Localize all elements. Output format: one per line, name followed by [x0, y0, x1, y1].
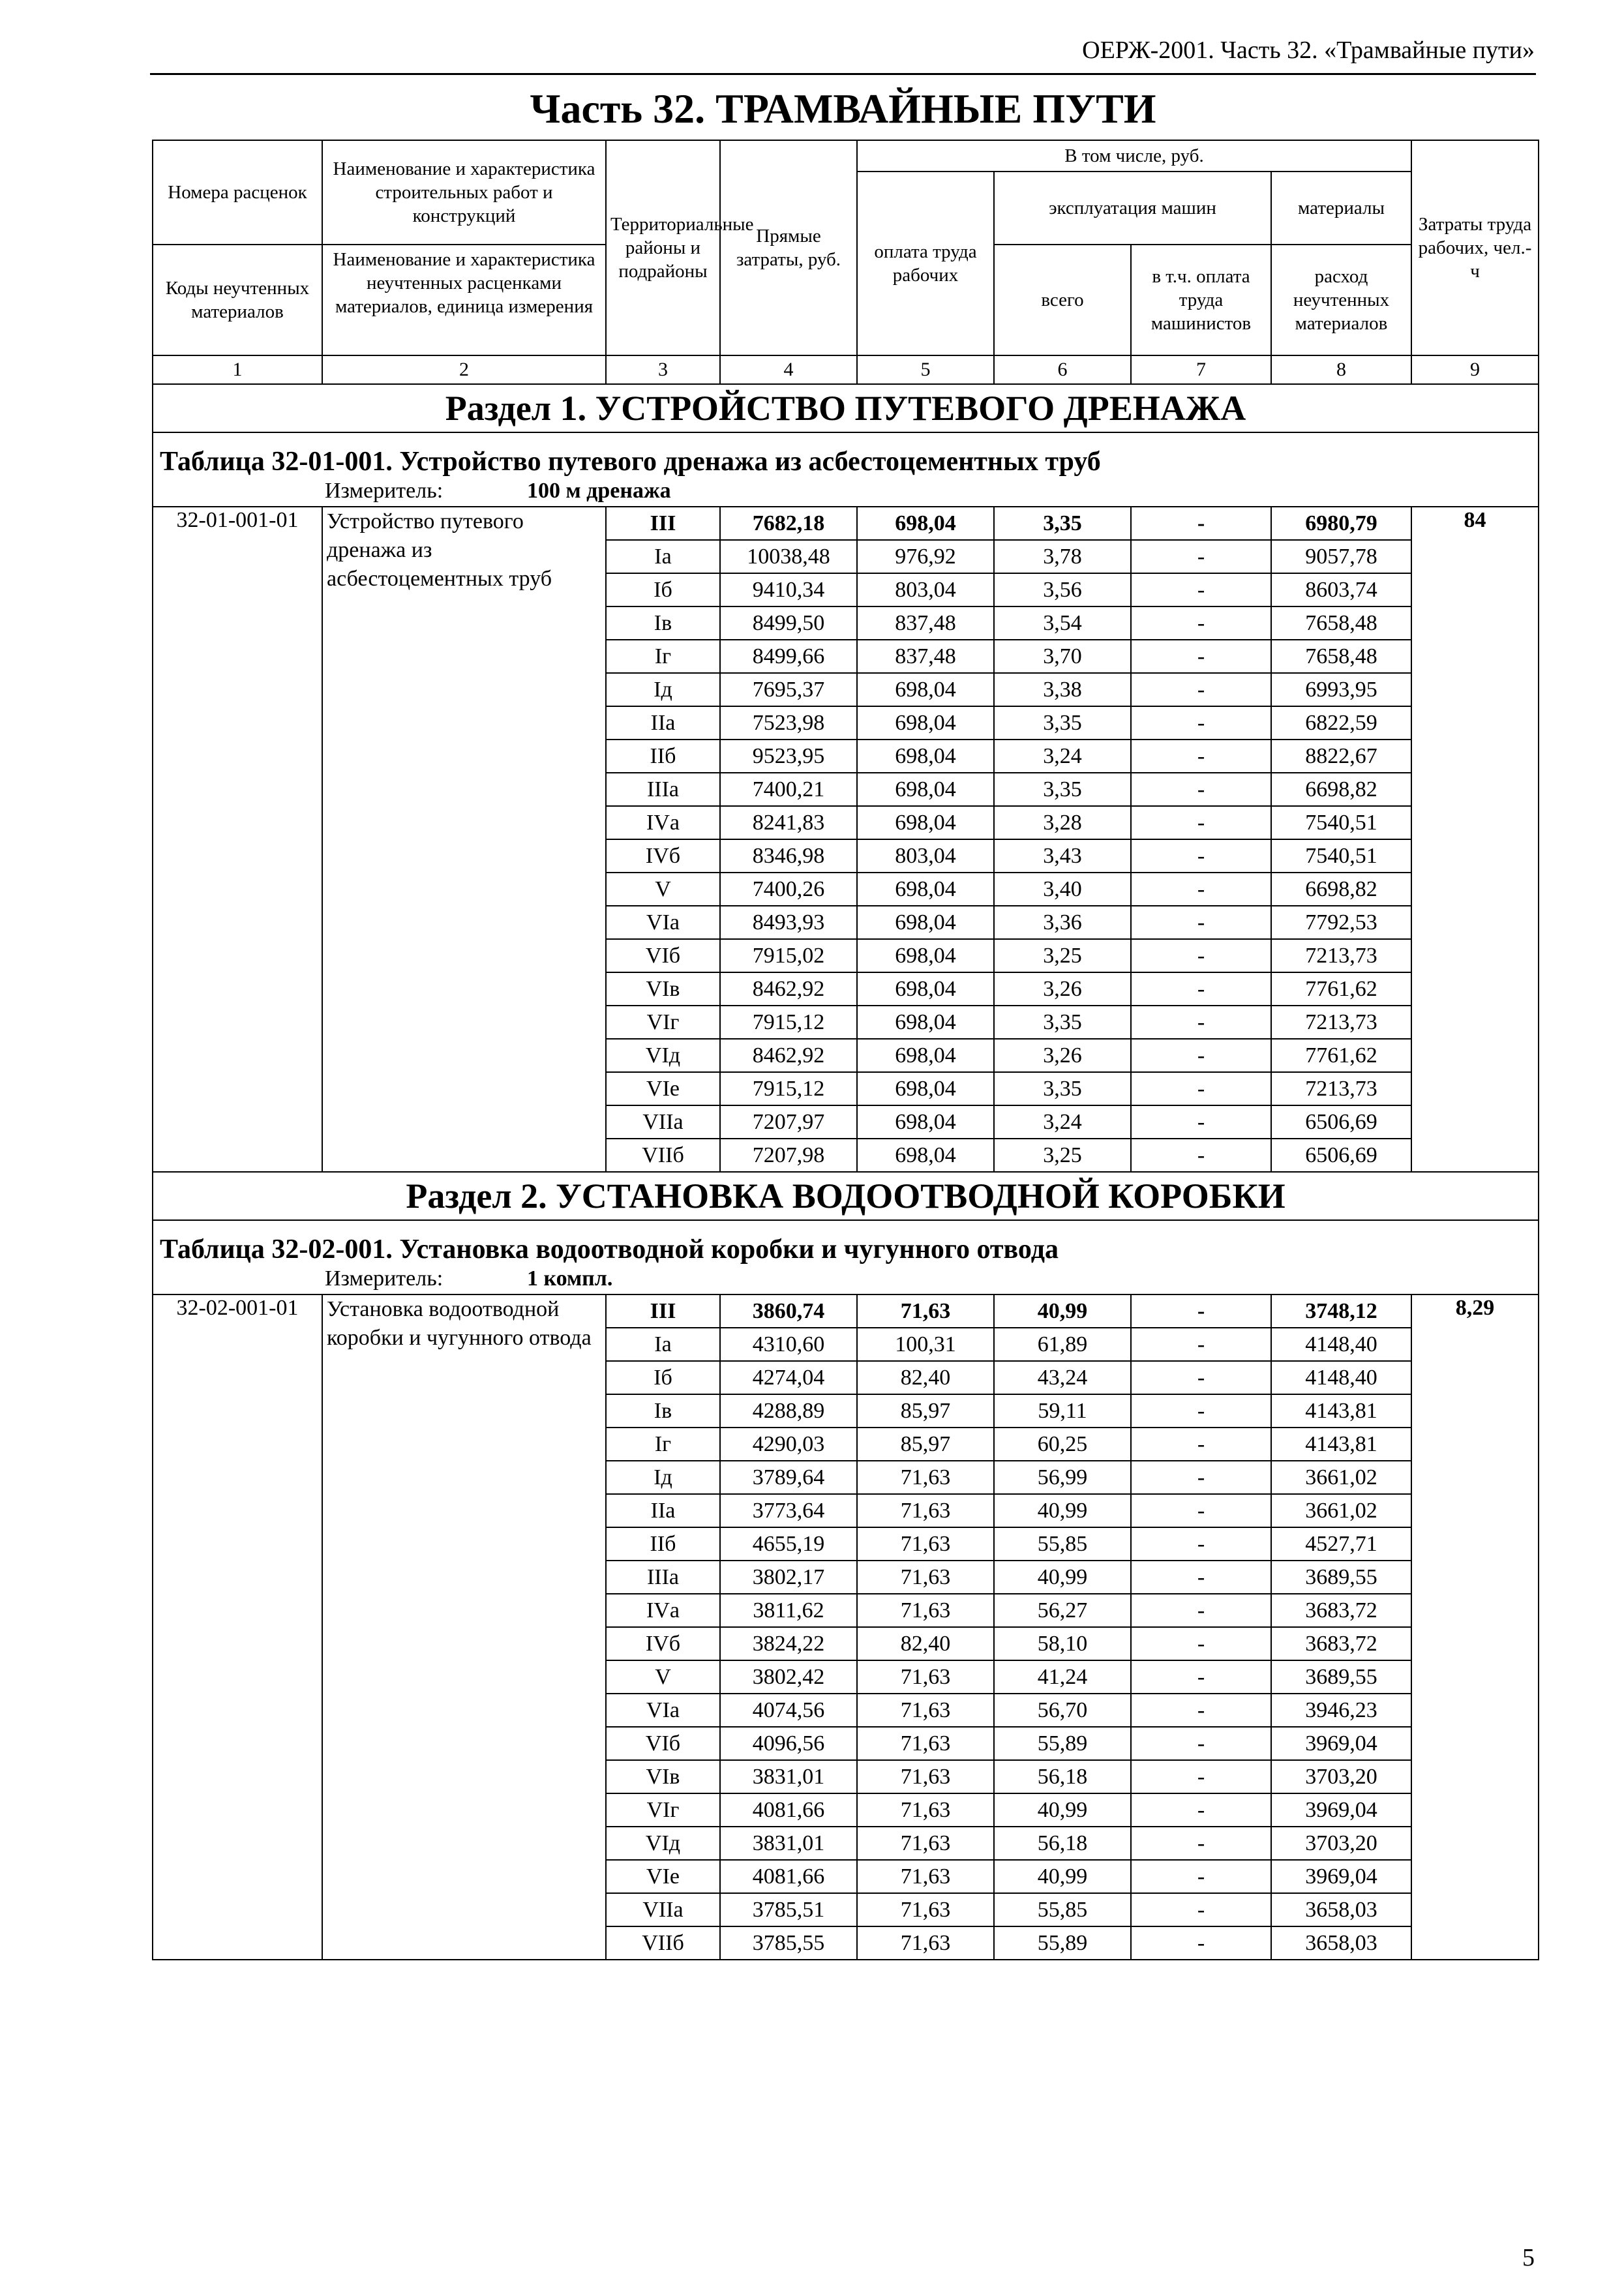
materials-value: 6980,79	[1271, 507, 1411, 540]
territory-district: VIв	[606, 972, 720, 1006]
table-title: Таблица 32-02-001. Установка водоотводной коробки и чугунного отвода	[153, 1220, 1539, 1263]
machines-total-value: 3,38	[994, 673, 1131, 706]
machines-total-value: 56,27	[994, 1594, 1131, 1627]
machinists-pay-value: -	[1131, 1294, 1271, 1328]
workers-pay-value: 698,04	[857, 1139, 994, 1172]
machinists-pay-value: -	[1131, 839, 1271, 873]
machines-total-value: 3,35	[994, 706, 1131, 740]
machines-total-value: 3,70	[994, 640, 1131, 673]
materials-value: 3683,72	[1271, 1594, 1411, 1627]
direct-costs-value: 4096,56	[720, 1727, 857, 1760]
workers-pay-value: 71,63	[857, 1494, 994, 1527]
machines-total-value: 3,26	[994, 1039, 1131, 1072]
materials-value: 3703,20	[1271, 1827, 1411, 1860]
materials-value: 6993,95	[1271, 673, 1411, 706]
machinists-pay-value: -	[1131, 939, 1271, 972]
machinists-pay-value: -	[1131, 1827, 1271, 1860]
materials-value: 3661,02	[1271, 1461, 1411, 1494]
territory-district: VIIа	[606, 1893, 720, 1926]
machines-total-value: 40,99	[994, 1793, 1131, 1827]
column-number: 9	[1411, 355, 1539, 384]
machines-total-value: 43,24	[994, 1361, 1131, 1394]
header-work-name: Наименование и характеристика строительных работ и конструкций	[322, 140, 606, 245]
territory-district: VIг	[606, 1006, 720, 1039]
column-number: 8	[1271, 355, 1411, 384]
workers-pay-value: 71,63	[857, 1727, 994, 1760]
direct-costs-value: 4655,19	[720, 1527, 857, 1561]
machinists-pay-value: -	[1131, 1461, 1271, 1494]
machines-total-value: 3,35	[994, 1072, 1131, 1105]
materials-value: 4148,40	[1271, 1328, 1411, 1361]
materials-value: 3703,20	[1271, 1760, 1411, 1793]
table-row	[153, 1294, 1539, 1328]
machines-total-value: 61,89	[994, 1328, 1131, 1361]
machinists-pay-value: -	[1131, 540, 1271, 573]
direct-costs-value: 7207,97	[720, 1105, 857, 1139]
workers-pay-value: 85,97	[857, 1394, 994, 1428]
column-number: 5	[857, 355, 994, 384]
workers-pay-value: 698,04	[857, 507, 994, 540]
workers-pay-value: 698,04	[857, 972, 994, 1006]
machinists-pay-value: -	[1131, 806, 1271, 839]
territory-district: IIа	[606, 706, 720, 740]
machinists-pay-value: -	[1131, 673, 1271, 706]
territory-district: IIIа	[606, 773, 720, 806]
materials-value: 6698,82	[1271, 873, 1411, 906]
workers-pay-value: 71,63	[857, 1527, 994, 1561]
territory-district: Iг	[606, 1428, 720, 1461]
machinists-pay-value: -	[1131, 1793, 1271, 1827]
direct-costs-value: 3831,01	[720, 1760, 857, 1793]
materials-value: 3689,55	[1271, 1660, 1411, 1694]
territory-district: Iг	[606, 640, 720, 673]
materials-value: 4527,71	[1271, 1527, 1411, 1561]
materials-value: 3969,04	[1271, 1793, 1411, 1827]
materials-value: 7658,48	[1271, 640, 1411, 673]
meter-row	[153, 475, 1539, 507]
machines-total-value: 59,11	[994, 1394, 1131, 1428]
direct-costs-value: 9410,34	[720, 573, 857, 606]
territory-district: Iд	[606, 1461, 720, 1494]
workers-pay-value: 837,48	[857, 606, 994, 640]
materials-value: 8822,67	[1271, 740, 1411, 773]
machines-total-value: 41,24	[994, 1660, 1131, 1694]
meter-value: 1 компл.	[527, 1266, 613, 1291]
machinists-pay-value: -	[1131, 573, 1271, 606]
meter-value: 100 м дренажа	[527, 478, 671, 503]
territory-district: VIе	[606, 1860, 720, 1893]
machines-total-value: 3,26	[994, 972, 1131, 1006]
materials-value: 4148,40	[1271, 1361, 1411, 1394]
machines-total-value: 40,99	[994, 1294, 1131, 1328]
machines-total-value: 3,40	[994, 873, 1131, 906]
direct-costs-value: 7915,02	[720, 939, 857, 972]
territory-district: VIб	[606, 1727, 720, 1760]
workers-pay-value: 803,04	[857, 573, 994, 606]
direct-costs-value: 8499,50	[720, 606, 857, 640]
territory-district: Iа	[606, 540, 720, 573]
workers-pay-value: 71,63	[857, 1561, 994, 1594]
territory-district: IVа	[606, 1594, 720, 1627]
materials-value: 3689,55	[1271, 1561, 1411, 1594]
machines-total-value: 3,35	[994, 773, 1131, 806]
direct-costs-value: 9523,95	[720, 740, 857, 773]
materials-value: 3661,02	[1271, 1494, 1411, 1527]
territory-district: III	[606, 507, 720, 540]
territory-district: VIв	[606, 1760, 720, 1793]
direct-costs-value: 7915,12	[720, 1006, 857, 1039]
workers-pay-value: 71,63	[857, 1461, 994, 1494]
direct-costs-value: 8241,83	[720, 806, 857, 839]
header-rate-numbers: Номера расценок	[153, 140, 322, 245]
section-heading-row	[153, 384, 1539, 432]
header-labor-costs: Затраты труда рабочих, чел.-ч	[1411, 140, 1539, 355]
machines-total-value: 3,25	[994, 939, 1131, 972]
machines-total-value: 40,99	[994, 1494, 1131, 1527]
territory-district: VIIа	[606, 1105, 720, 1139]
workers-pay-value: 698,04	[857, 673, 994, 706]
meter-row	[153, 1263, 1539, 1294]
direct-costs-value: 8462,92	[720, 972, 857, 1006]
materials-value: 4143,81	[1271, 1394, 1411, 1428]
direct-costs-value: 3773,64	[720, 1494, 857, 1527]
machinists-pay-value: -	[1131, 1394, 1271, 1428]
workers-pay-value: 100,31	[857, 1328, 994, 1361]
territory-district: Iв	[606, 606, 720, 640]
direct-costs-value: 7682,18	[720, 507, 857, 540]
machines-total-value: 3,24	[994, 740, 1131, 773]
header-territorial-districts: Территориальные районы и подрайоны	[606, 140, 720, 355]
machinists-pay-value: -	[1131, 1006, 1271, 1039]
machinists-pay-value: -	[1131, 1072, 1271, 1105]
machines-total-value: 3,54	[994, 606, 1131, 640]
column-number: 4	[720, 355, 857, 384]
workers-pay-value: 85,97	[857, 1428, 994, 1461]
territory-district: IVб	[606, 1627, 720, 1660]
workers-pay-value: 698,04	[857, 939, 994, 972]
workers-pay-value: 698,04	[857, 1072, 994, 1105]
direct-costs-value: 3824,22	[720, 1627, 857, 1660]
direct-costs-value: 8493,93	[720, 906, 857, 939]
territory-district: IVб	[606, 839, 720, 873]
territory-district: Iб	[606, 1361, 720, 1394]
materials-value: 7540,51	[1271, 806, 1411, 839]
materials-value: 3658,03	[1271, 1893, 1411, 1926]
territory-district: III	[606, 1294, 720, 1328]
direct-costs-value: 7400,21	[720, 773, 857, 806]
direct-costs-value: 3802,17	[720, 1561, 857, 1594]
machinists-pay-value: -	[1131, 1893, 1271, 1926]
territory-district: VIд	[606, 1039, 720, 1072]
territory-district: IIIа	[606, 1561, 720, 1594]
territory-district: VIIб	[606, 1139, 720, 1172]
direct-costs-value: 7915,12	[720, 1072, 857, 1105]
workers-pay-value: 698,04	[857, 906, 994, 939]
machines-total-value: 60,25	[994, 1428, 1131, 1461]
materials-value: 6506,69	[1271, 1105, 1411, 1139]
header-machinists-pay: в т.ч. оплата труда машинистов	[1131, 245, 1271, 355]
machines-total-value: 3,24	[994, 1105, 1131, 1139]
meter	[153, 1263, 1539, 1294]
rate-code: 32-02-001-01	[153, 1294, 322, 1960]
machinists-pay-value: -	[1131, 640, 1271, 673]
machinists-pay-value: -	[1131, 1039, 1271, 1072]
header-workers-pay: оплата труда рабочих	[857, 172, 994, 355]
workers-pay-value: 82,40	[857, 1361, 994, 1394]
direct-costs-value: 3831,01	[720, 1827, 857, 1860]
workers-pay-value: 71,63	[857, 1860, 994, 1893]
machines-total-value: 56,18	[994, 1760, 1131, 1793]
machines-total-value: 3,25	[994, 1139, 1131, 1172]
column-number: 2	[322, 355, 606, 384]
territory-district: IIб	[606, 740, 720, 773]
machines-total-value: 3,56	[994, 573, 1131, 606]
workers-pay-value: 803,04	[857, 839, 994, 873]
machinists-pay-value: -	[1131, 1105, 1271, 1139]
machinists-pay-value: -	[1131, 1627, 1271, 1660]
machines-total-value: 3,28	[994, 806, 1131, 839]
labor-value: 8,29	[1411, 1294, 1539, 1960]
labor-value: 84	[1411, 507, 1539, 1172]
direct-costs-value: 7695,37	[720, 673, 857, 706]
rates-table	[152, 140, 1539, 1960]
table-body	[153, 384, 1539, 1960]
materials-value: 3946,23	[1271, 1694, 1411, 1727]
machines-total-value: 40,99	[994, 1561, 1131, 1594]
table-row	[153, 507, 1539, 540]
workers-pay-value: 71,63	[857, 1827, 994, 1860]
workers-pay-value: 698,04	[857, 873, 994, 906]
machinists-pay-value: -	[1131, 1494, 1271, 1527]
machinists-pay-value: -	[1131, 1428, 1271, 1461]
machines-total-value: 3,35	[994, 1006, 1131, 1039]
materials-value: 7213,73	[1271, 1006, 1411, 1039]
machinists-pay-value: -	[1131, 1860, 1271, 1893]
workers-pay-value: 837,48	[857, 640, 994, 673]
territory-district: IVа	[606, 806, 720, 839]
direct-costs-value: 4288,89	[720, 1394, 857, 1428]
direct-costs-value: 3802,42	[720, 1660, 857, 1694]
section-heading: Раздел 1. УСТРОЙСТВО ПУТЕВОГО ДРЕНАЖА	[153, 384, 1539, 432]
materials-value: 8603,74	[1271, 573, 1411, 606]
work-description: Установка водоотводной коробки и чугунного отвода	[322, 1294, 606, 1960]
territory-district: Iд	[606, 673, 720, 706]
machines-total-value: 3,78	[994, 540, 1131, 573]
workers-pay-value: 698,04	[857, 740, 994, 773]
workers-pay-value: 71,63	[857, 1660, 994, 1694]
machinists-pay-value: -	[1131, 706, 1271, 740]
machines-total-value: 55,89	[994, 1926, 1131, 1960]
workers-pay-value: 82,40	[857, 1627, 994, 1660]
table-title: Таблица 32-01-001. Устройство путевого дренажа из асбестоцементных труб	[153, 432, 1539, 475]
territory-district: IIа	[606, 1494, 720, 1527]
machinists-pay-value: -	[1131, 1328, 1271, 1361]
territory-district: V	[606, 1660, 720, 1694]
territory-district: VIб	[606, 939, 720, 972]
table-title-row	[153, 1220, 1539, 1263]
materials-value: 9057,78	[1271, 540, 1411, 573]
direct-costs-value: 4074,56	[720, 1694, 857, 1727]
machines-total-value: 40,99	[994, 1860, 1131, 1893]
direct-costs-value: 8499,66	[720, 640, 857, 673]
machines-total-value: 56,70	[994, 1694, 1131, 1727]
running-header: ОЕРЖ-2001. Часть 32. «Трамвайные пути»	[1082, 37, 1535, 64]
territory-district: IIб	[606, 1527, 720, 1561]
workers-pay-value: 71,63	[857, 1694, 994, 1727]
machines-total-value: 3,35	[994, 507, 1131, 540]
header-materials: материалы	[1271, 172, 1411, 245]
workers-pay-value: 698,04	[857, 1039, 994, 1072]
meter-label: Измеритель:	[325, 1266, 444, 1291]
direct-costs-value: 3811,62	[720, 1594, 857, 1627]
workers-pay-value: 698,04	[857, 1006, 994, 1039]
direct-costs-value: 3860,74	[720, 1294, 857, 1328]
header-machines-total: всего	[994, 245, 1131, 355]
direct-costs-value: 4081,66	[720, 1793, 857, 1827]
header-material-names: Наименование и характеристика неучтенных расценками материалов, единица измерения	[322, 245, 606, 355]
workers-pay-value: 71,63	[857, 1893, 994, 1926]
machinists-pay-value: -	[1131, 1660, 1271, 1694]
materials-value: 3969,04	[1271, 1860, 1411, 1893]
materials-value: 7540,51	[1271, 839, 1411, 873]
machinists-pay-value: -	[1131, 1139, 1271, 1172]
direct-costs-value: 4081,66	[720, 1860, 857, 1893]
territory-district: VIа	[606, 1694, 720, 1727]
direct-costs-value: 8462,92	[720, 1039, 857, 1072]
direct-costs-value: 3789,64	[720, 1461, 857, 1494]
territory-district: V	[606, 873, 720, 906]
materials-value: 3748,12	[1271, 1294, 1411, 1328]
direct-costs-value: 4274,04	[720, 1361, 857, 1394]
machines-total-value: 55,85	[994, 1527, 1131, 1561]
direct-costs-value: 7523,98	[720, 706, 857, 740]
table-title-row	[153, 432, 1539, 475]
direct-costs-value: 8346,98	[720, 839, 857, 873]
machinists-pay-value: -	[1131, 972, 1271, 1006]
direct-costs-value: 7207,98	[720, 1139, 857, 1172]
materials-value: 4143,81	[1271, 1428, 1411, 1461]
machinists-pay-value: -	[1131, 1727, 1271, 1760]
meter	[153, 475, 1539, 507]
header-material-consumption: расход неучтенных материалов	[1271, 245, 1411, 355]
materials-value: 7761,62	[1271, 1039, 1411, 1072]
direct-costs-value: 3785,51	[720, 1893, 857, 1926]
machinists-pay-value: -	[1131, 1926, 1271, 1960]
machinists-pay-value: -	[1131, 1561, 1271, 1594]
workers-pay-value: 71,63	[857, 1926, 994, 1960]
workers-pay-value: 698,04	[857, 1105, 994, 1139]
machinists-pay-value: -	[1131, 773, 1271, 806]
column-number: 1	[153, 355, 322, 384]
direct-costs-value: 10038,48	[720, 540, 857, 573]
machinists-pay-value: -	[1131, 740, 1271, 773]
machinists-pay-value: -	[1131, 906, 1271, 939]
page-number: 5	[1522, 2244, 1535, 2271]
machinists-pay-value: -	[1131, 1760, 1271, 1793]
machinists-pay-value: -	[1131, 1694, 1271, 1727]
machines-total-value: 58,10	[994, 1627, 1131, 1660]
territory-district: VIа	[606, 906, 720, 939]
direct-costs-value: 4310,60	[720, 1328, 857, 1361]
column-number: 6	[994, 355, 1131, 384]
materials-value: 7213,73	[1271, 939, 1411, 972]
section-heading: Раздел 2. УСТАНОВКА ВОДООТВОДНОЙ КОРОБКИ	[153, 1172, 1539, 1220]
workers-pay-value: 698,04	[857, 806, 994, 839]
materials-value: 6822,59	[1271, 706, 1411, 740]
workers-pay-value: 976,92	[857, 540, 994, 573]
materials-value: 3658,03	[1271, 1926, 1411, 1960]
machines-total-value: 56,99	[994, 1461, 1131, 1494]
materials-value: 6698,82	[1271, 773, 1411, 806]
machinists-pay-value: -	[1131, 507, 1271, 540]
page-title: Часть 32. ТРАМВАЙНЫЕ ПУТИ	[530, 85, 1156, 132]
machines-total-value: 55,89	[994, 1727, 1131, 1760]
territory-district: Iв	[606, 1394, 720, 1428]
materials-value: 7213,73	[1271, 1072, 1411, 1105]
materials-value: 3969,04	[1271, 1727, 1411, 1760]
territory-district: VIд	[606, 1827, 720, 1860]
materials-value: 7761,62	[1271, 972, 1411, 1006]
header-including: В том числе, руб.	[857, 140, 1411, 172]
materials-value: 6506,69	[1271, 1139, 1411, 1172]
header-machine-operation: эксплуатация машин	[994, 172, 1271, 245]
header-material-codes: Коды неучтенных материалов	[153, 245, 322, 355]
work-description: Устройство путевого дренажа из асбестоцементных труб	[322, 507, 606, 1172]
machinists-pay-value: -	[1131, 1527, 1271, 1561]
workers-pay-value: 71,63	[857, 1594, 994, 1627]
workers-pay-value: 71,63	[857, 1294, 994, 1328]
column-number: 7	[1131, 355, 1271, 384]
direct-costs-value: 7400,26	[720, 873, 857, 906]
direct-costs-value: 3785,55	[720, 1926, 857, 1960]
territory-district: VIIб	[606, 1926, 720, 1960]
materials-value: 3683,72	[1271, 1627, 1411, 1660]
machinists-pay-value: -	[1131, 1594, 1271, 1627]
territory-district: VIе	[606, 1072, 720, 1105]
machinists-pay-value: -	[1131, 873, 1271, 906]
header-rule	[150, 73, 1536, 75]
column-number: 3	[606, 355, 720, 384]
machines-total-value: 3,36	[994, 906, 1131, 939]
header-direct-costs: Прямые затраты, руб.	[720, 140, 857, 355]
rate-code: 32-01-001-01	[153, 507, 322, 1172]
territory-district: VIг	[606, 1793, 720, 1827]
machines-total-value: 3,43	[994, 839, 1131, 873]
workers-pay-value: 698,04	[857, 773, 994, 806]
machines-total-value: 55,85	[994, 1893, 1131, 1926]
workers-pay-value: 71,63	[857, 1760, 994, 1793]
direct-costs-value: 4290,03	[720, 1428, 857, 1461]
meter-label: Измеритель:	[325, 478, 444, 503]
territory-district: Iа	[606, 1328, 720, 1361]
materials-value: 7792,53	[1271, 906, 1411, 939]
machinists-pay-value: -	[1131, 606, 1271, 640]
materials-value: 7658,48	[1271, 606, 1411, 640]
workers-pay-value: 71,63	[857, 1793, 994, 1827]
machinists-pay-value: -	[1131, 1361, 1271, 1394]
machines-total-value: 56,18	[994, 1827, 1131, 1860]
territory-district: Iб	[606, 573, 720, 606]
section-heading-row	[153, 1172, 1539, 1220]
workers-pay-value: 698,04	[857, 706, 994, 740]
